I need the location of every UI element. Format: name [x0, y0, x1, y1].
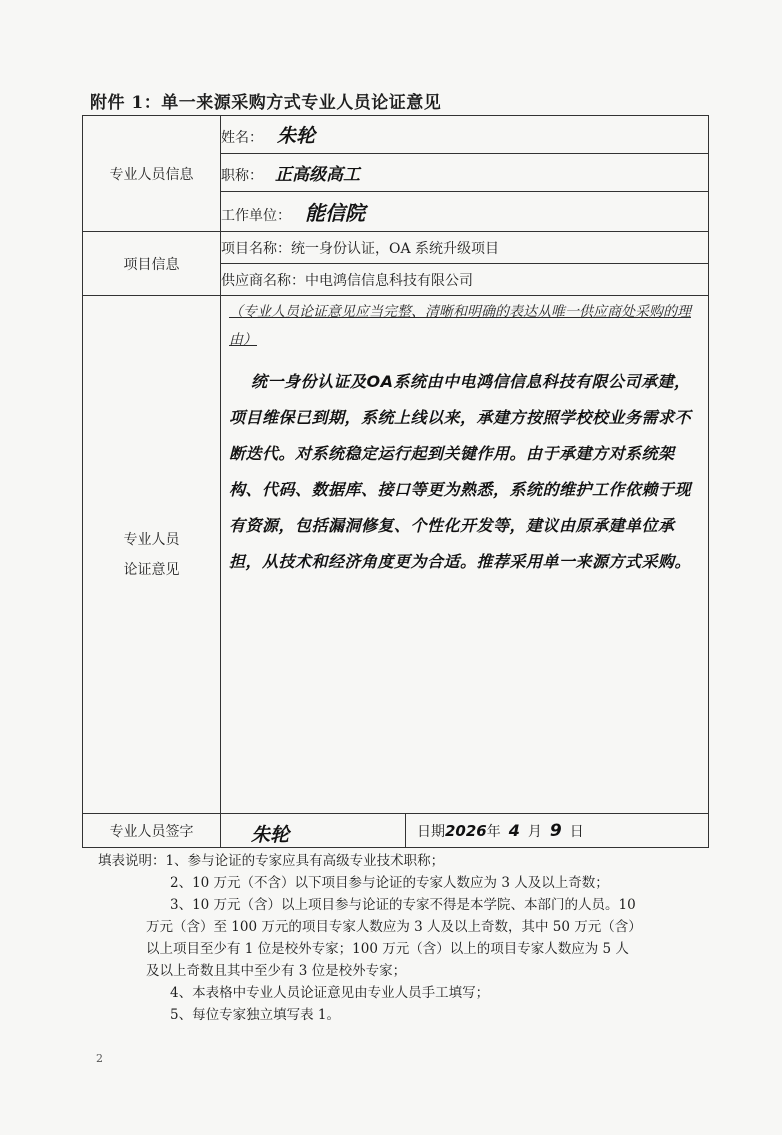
opinion-label-line-1: 专业人员 — [123, 531, 180, 548]
supplier-label: 供应商名称： — [221, 272, 305, 289]
instruction-line: 2、10 万元（不含）以下项目参与论证的专家人数应为 3 人及以上奇数； — [170, 875, 609, 891]
name-label: 姓名： — [221, 130, 263, 146]
instruction-line: 3、10 万元（含）以上项目参与论证的专家不得是本学院、本部门的人员。10 — [170, 897, 636, 913]
argument-form — [82, 115, 709, 848]
title-field — [221, 154, 709, 192]
instruction-line: 及以上奇数且其中至少有 3 位是校外专家； — [146, 963, 407, 979]
date-field — [417, 821, 584, 841]
signature-divider — [405, 814, 406, 847]
instruction-line: 万元（含）至 100 万元的项目专家人数应为 3 人及以上奇数，其中 50 万元（含） — [146, 919, 642, 935]
project-name-label: 项目名称： — [221, 240, 291, 257]
title-label: 职称： — [221, 168, 263, 184]
name-field — [221, 116, 709, 154]
unit-field — [221, 192, 709, 232]
opinion-label — [83, 296, 221, 814]
unit-label: 工作单位： — [221, 208, 291, 224]
date-year: 2026 — [445, 822, 487, 840]
instruction-item: 1、参与论证的专家应具有高级专业技术职称； — [165, 853, 445, 869]
signature-label: 专业人员签字 — [83, 814, 221, 848]
opinion-text: 统一身份认证及OA系统由中电鸿信信息科技有限公司承建，项目维保已到期，系统上线以来，承建方按照学校校业务需求不断迭代。对系统稳定运行起到关键作用。由于承建方对系统架构、代码、数据库、接口等更为熟悉，系统的维护工作依赖于现有资源，包括漏洞修复、个性化开发等，建议由原承建单位承担，从技术和经济角度更为合适。推荐采用单一来源方式采购。 — [229, 372, 692, 571]
instruction-line: 以上项目至少有 1 位是校外专家；100 万元（含）以上的项目专家人数应为 5 人 — [146, 941, 629, 957]
page-title: 附件 1：单一来源采购方式专业人员论证意见 — [90, 93, 442, 113]
opinion-label-line-2: 论证意见 — [123, 561, 180, 578]
signature-cell — [221, 814, 709, 848]
supplier-field — [221, 264, 709, 296]
supplier-value: 中电鸿信信息科技有限公司 — [305, 272, 473, 289]
unit-value: 能信院 — [305, 201, 365, 225]
opinion-cell — [221, 296, 709, 814]
opinion-guide: （专业人员论证意见应当完整、清晰和明确的表达从唯一供应商处采购的理由） — [229, 304, 691, 348]
instruction-line — [90, 850, 690, 872]
name-value: 朱轮 — [277, 125, 316, 147]
expert-info-label: 专业人员信息 — [83, 116, 221, 232]
project-name-field — [221, 232, 709, 264]
date-label: 日期 — [417, 824, 445, 840]
instruction-line: 5、每位专家独立填写表 1。 — [170, 1007, 340, 1023]
instructions-lead: 填表说明： — [98, 853, 166, 869]
instruction-line: 4、本表格中专业人员论证意见由专业人员手工填写； — [170, 985, 490, 1001]
project-name-value: 统一身份认证，OA 系统升级项目 — [291, 240, 500, 257]
date-month-char: 月 — [527, 824, 542, 840]
project-info-label: 项目信息 — [83, 232, 221, 296]
date-day-char: 日 — [569, 824, 584, 840]
fill-instructions — [90, 850, 690, 1026]
title-value: 正高级高工 — [275, 165, 360, 185]
date-month: 4 — [508, 821, 520, 840]
date-day: 9 — [549, 821, 562, 841]
page-number: 2 — [96, 1052, 103, 1065]
signature-value: 朱轮 — [251, 824, 290, 846]
date-year-char: 年 — [486, 824, 501, 840]
